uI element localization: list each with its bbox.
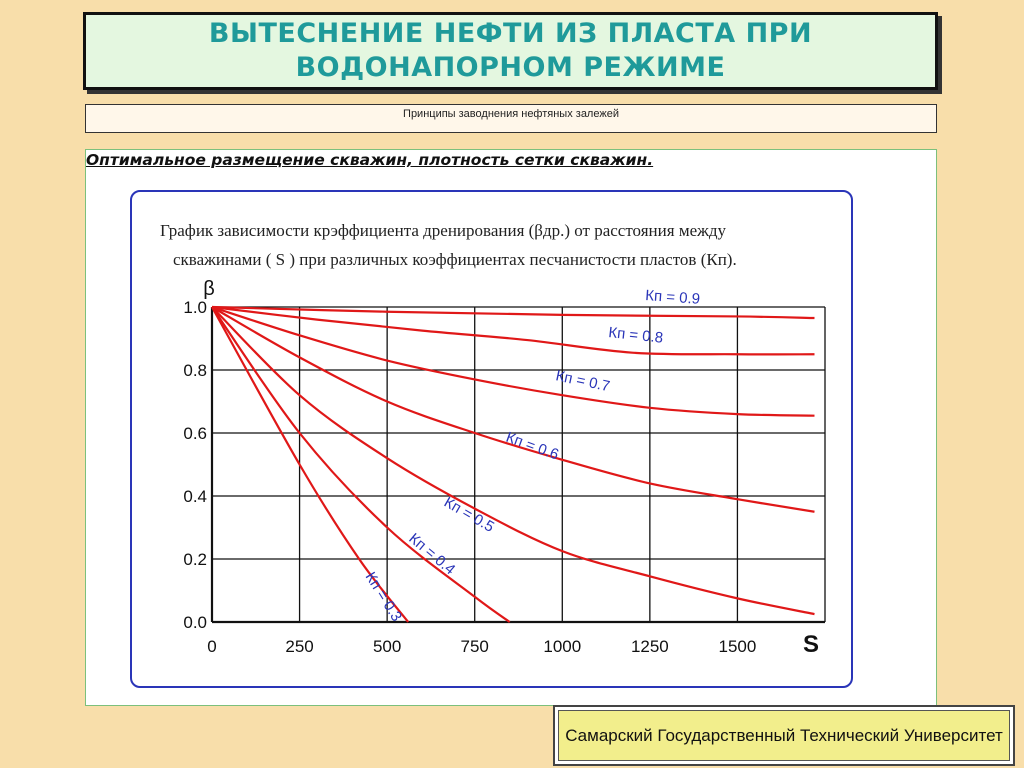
series-label: Кп = 0.6	[503, 428, 561, 464]
title-box	[83, 12, 938, 90]
x-tick-label: 1500	[718, 637, 757, 656]
subtitle-box: Принципы заводнения нефтяных залежей	[85, 104, 937, 133]
y-tick-label: 0.0	[183, 613, 207, 632]
series-label: Кп = 0.9	[644, 287, 701, 308]
x-tick-label: 1250	[630, 637, 669, 656]
university-name: Самарский Государственный Технический Университет	[558, 710, 1010, 761]
y-tick-label: 0.4	[183, 487, 207, 506]
x-tick-label: 500	[372, 637, 402, 656]
slide-title-line1: ВЫТЕСНЕНИЕ НЕФТИ ИЗ ПЛАСТА ПРИ	[208, 18, 813, 49]
series-label: Кп = 0.8	[607, 324, 664, 347]
series-label: Кп = 0.7	[554, 367, 612, 396]
series-label: Кп = 0.5	[441, 493, 497, 536]
y-tick-label: 0.6	[183, 424, 207, 443]
x-tick-label: 750	[460, 637, 489, 656]
chart-title-line1: График зависимости крэффициента дренирования (βдр.) от расстояния между	[160, 221, 727, 240]
y-tick-label: 0.8	[183, 361, 207, 380]
x-tick-label: 250	[285, 637, 314, 656]
series-label: Кп = 0.3	[361, 569, 406, 625]
series-label: Кп = 0.4	[405, 530, 459, 579]
x-tick-label: 0	[207, 637, 217, 656]
slide-title-line2: ВОДОНАПОРНОМ РЕЖИМЕ	[295, 52, 726, 83]
chart-title	[160, 216, 850, 274]
footer-box	[553, 705, 1015, 766]
y-axis-label: β	[203, 278, 215, 300]
chart-title-line2: скважинами ( S ) при различных коэффициентах песчанистости пластов (Кп).	[173, 250, 737, 269]
section-heading: Оптимальное размещение скважин, плотность сетки скважин.	[86, 151, 654, 169]
y-tick-label: 0.2	[183, 550, 207, 569]
y-tick-label: 1.0	[183, 298, 207, 317]
x-axis-label: S	[802, 631, 820, 658]
x-tick-label: 1000	[543, 637, 582, 656]
